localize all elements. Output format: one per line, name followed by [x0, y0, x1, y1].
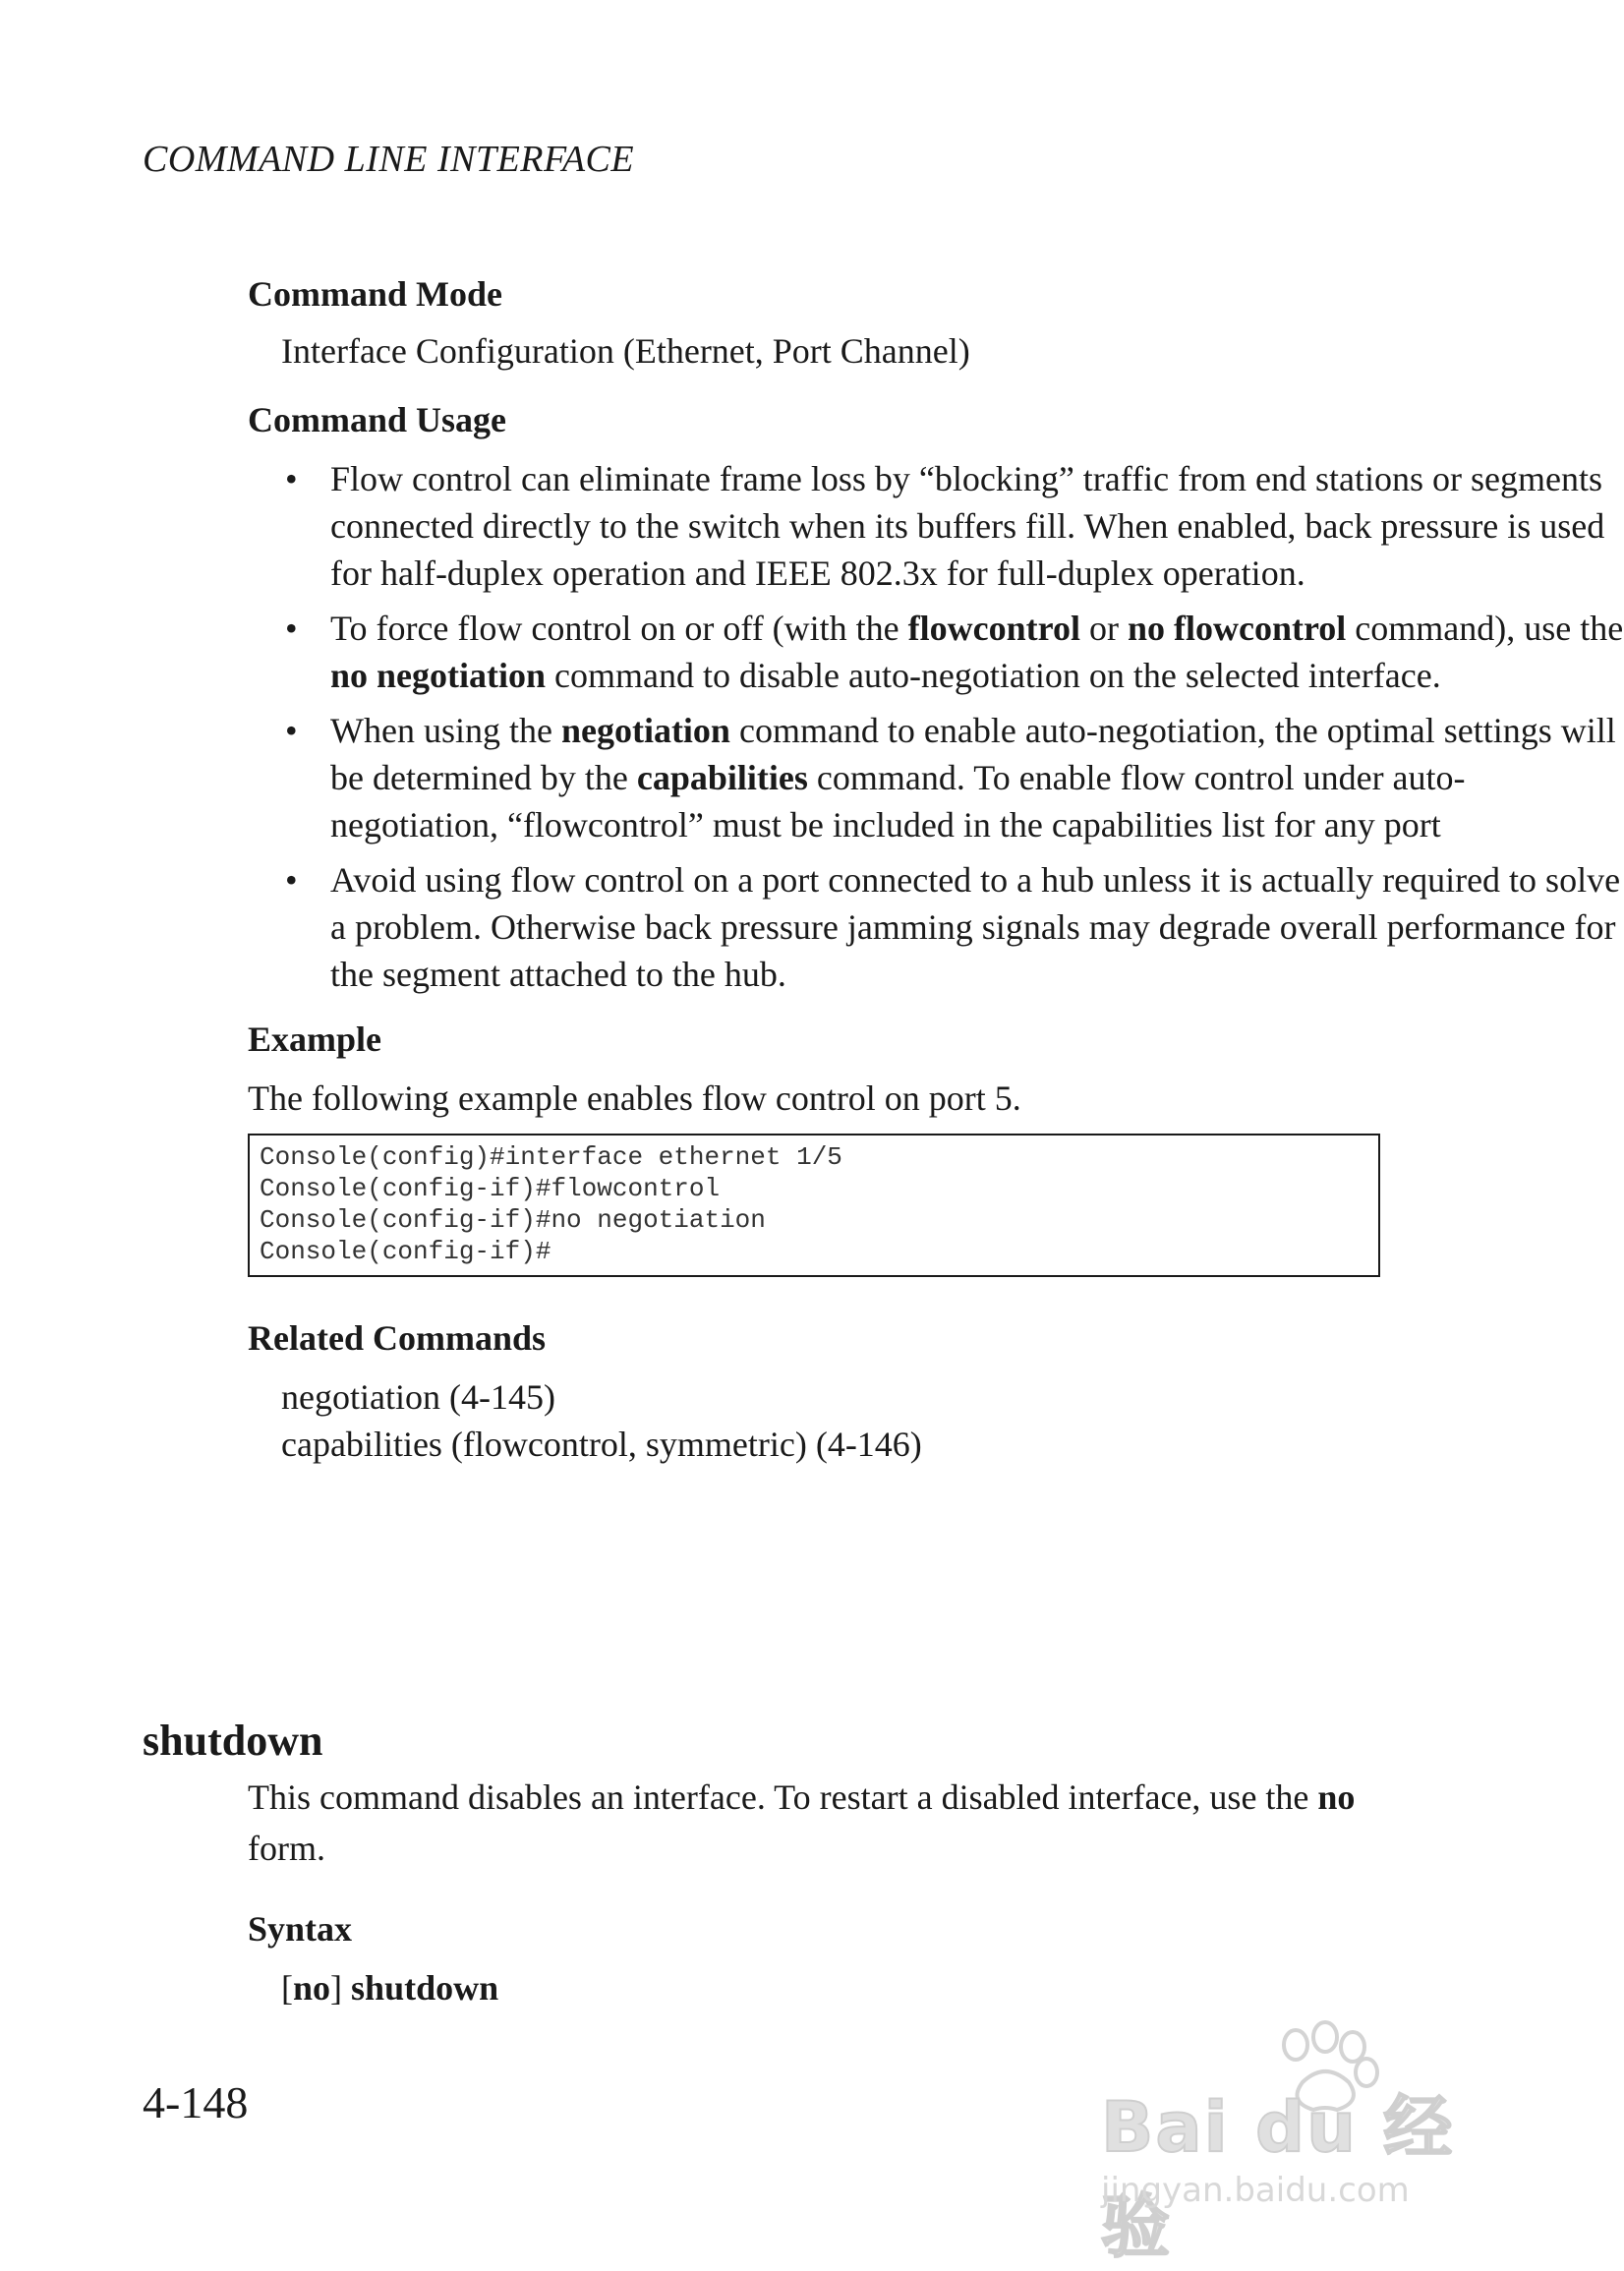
bullet-icon: •	[285, 609, 298, 648]
bullet-icon: •	[285, 711, 298, 750]
usage-text-run: command. To enable flow control under auto-negotiation, “flowcontrol” must be included in the capabilities list for any port	[330, 758, 1466, 844]
example-intro: The following example enables flow control on port 5.	[248, 1078, 1021, 1118]
page-number: 4-148	[143, 2077, 249, 2127]
code-line: Console(config-if)#	[260, 1237, 551, 1266]
usage-text-run: or	[1079, 609, 1128, 648]
main-content	[248, 270, 1624, 1468]
usage-bold-term: negotiation	[560, 711, 730, 750]
related-commands-section	[248, 1314, 1378, 1468]
related-command-item: negotiation (4-145)	[281, 1377, 555, 1417]
syntax-bracket-open: [	[281, 1968, 293, 2008]
usage-text-run: command), use the	[1346, 609, 1624, 648]
example-section	[248, 1016, 1378, 1277]
usage-bold-term: capabilities	[636, 758, 808, 797]
usage-bullet	[248, 455, 1608, 597]
usage-bullet	[248, 605, 1624, 699]
usage-text-run: Avoid using flow control on a port connected to a hub unless it is actually required to solve a problem. Otherwise back pressure jamming signals may degrade overall performance for the segment attached to the hub.	[330, 860, 1621, 994]
running-header	[143, 138, 634, 181]
usage-text-run: command to enable auto-negotiation, the optimal settings will be determined by the	[330, 711, 1616, 797]
watermark-logo: Bai du 经验	[1101, 2087, 1455, 2267]
command-mode-text: Interface Configuration (Ethernet, Port Channel)	[281, 331, 970, 371]
running-header-text: COMMAND LINE INTERFACE	[143, 139, 635, 180]
watermark	[1091, 2023, 1465, 2267]
shutdown-desc-text: This command disables an interface. To restart a disabled interface, use the	[248, 1777, 1318, 1817]
bullet-icon: •	[285, 860, 298, 900]
code-line: Console(config)#interface ethernet 1/5	[260, 1142, 842, 1172]
command-usage-list	[248, 455, 1624, 998]
syntax-command: shutdown	[342, 1968, 499, 2008]
usage-text-run: Flow control can eliminate frame loss by “blocking” traffic from end stations or segments connected directly to the switch when its buffers fill. When enabled, back pressure is used for half-duplex operation and IEEE 802.3x for full-duplex operation.	[330, 459, 1605, 593]
syntax-heading: Syntax	[248, 1909, 353, 1949]
related-command-item: capabilities (flowcontrol, symmetric) (4-146)	[281, 1425, 922, 1464]
usage-bullet-text	[330, 856, 1624, 998]
syntax-no: no	[293, 1968, 331, 2008]
syntax-bracket-close: ]	[330, 1968, 343, 2008]
shutdown-desc-text-end: form.	[248, 1829, 325, 1868]
command-mode-heading: Command Mode	[248, 274, 502, 314]
usage-bold-term: no flowcontrol	[1127, 609, 1347, 648]
usage-bold-term: flowcontrol	[907, 609, 1080, 648]
shutdown-desc-bold: no	[1317, 1777, 1356, 1817]
usage-bullet	[248, 856, 1621, 998]
bullet-icon: •	[285, 459, 298, 498]
usage-bold-term: no negotiation	[330, 656, 547, 695]
code-line: Console(config-if)#flowcontrol	[260, 1174, 721, 1203]
shutdown-description	[248, 1772, 1378, 1874]
usage-text-run: command to disable auto-negotiation on the selected interface.	[546, 656, 1441, 695]
usage-bullet-text	[330, 605, 1624, 699]
usage-text-run: To force flow control on or off (with the	[330, 609, 908, 648]
usage-bullet	[248, 707, 1616, 848]
watermark-url: jingyan.baidu.com	[1101, 2171, 1410, 2210]
code-line: Console(config-if)#no negotiation	[260, 1205, 766, 1235]
usage-bullet-text	[330, 707, 1624, 848]
code-example	[248, 1134, 1380, 1277]
related-commands-heading: Related Commands	[248, 1318, 546, 1358]
command-usage-heading: Command Usage	[248, 400, 507, 439]
syntax-line	[281, 1964, 498, 2011]
usage-bullet-text	[330, 455, 1624, 597]
shutdown-heading: shutdown	[143, 1717, 323, 1765]
usage-text-run: When using the	[330, 711, 561, 750]
example-heading: Example	[248, 1019, 382, 1059]
